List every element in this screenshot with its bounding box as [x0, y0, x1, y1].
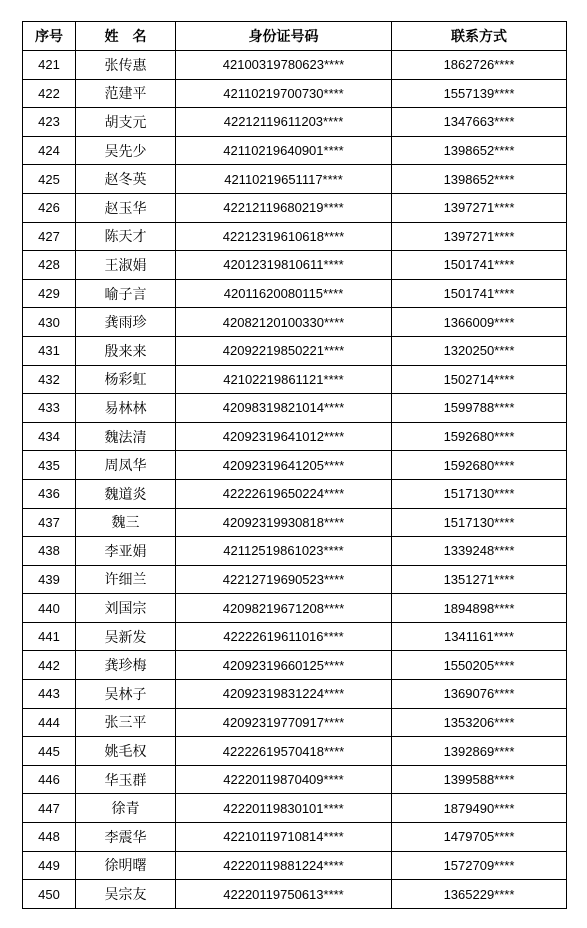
cell-serial-number: 448 [23, 823, 76, 852]
cell-id-number: 42220119830101**** [176, 794, 392, 823]
column-header-id-number: 身份证号码 [176, 22, 392, 51]
cell-id-number: 42092319641012**** [176, 422, 392, 451]
cell-id-number: 42212119680219**** [176, 193, 392, 222]
table-row [23, 451, 567, 480]
cell-id-number: 42092319930818**** [176, 508, 392, 537]
cell-contact: 1501741**** [392, 279, 567, 308]
table-row [23, 394, 567, 423]
cell-contact: 1366009**** [392, 308, 567, 337]
cell-name: 李亚娟 [76, 537, 176, 566]
cell-id-number: 42012319810611**** [176, 251, 392, 280]
cell-contact: 1894898**** [392, 594, 567, 623]
cell-name: 陈天才 [76, 222, 176, 251]
table-row [23, 51, 567, 80]
cell-id-number: 42092219850221**** [176, 336, 392, 365]
cell-contact: 1572709**** [392, 851, 567, 880]
cell-name: 徐青 [76, 794, 176, 823]
table-row [23, 823, 567, 852]
cell-contact: 1397271**** [392, 222, 567, 251]
cell-id-number: 42092319831224**** [176, 680, 392, 709]
table-row [23, 365, 567, 394]
cell-name: 魏三 [76, 508, 176, 537]
cell-contact: 1517130**** [392, 479, 567, 508]
cell-id-number: 42110219651117**** [176, 165, 392, 194]
cell-serial-number: 450 [23, 880, 76, 909]
cell-contact: 1557139**** [392, 79, 567, 108]
cell-contact: 1517130**** [392, 508, 567, 537]
cell-serial-number: 446 [23, 765, 76, 794]
cell-name: 吴宗友 [76, 880, 176, 909]
cell-serial-number: 423 [23, 108, 76, 137]
cell-contact: 1339248**** [392, 537, 567, 566]
table-row [23, 708, 567, 737]
cell-contact: 1592680**** [392, 451, 567, 480]
header-row [23, 22, 567, 51]
table-body [23, 51, 567, 909]
cell-id-number: 42110219700730**** [176, 79, 392, 108]
cell-serial-number: 449 [23, 851, 76, 880]
table-row [23, 165, 567, 194]
table-row [23, 222, 567, 251]
cell-serial-number: 434 [23, 422, 76, 451]
column-header-serial-number: 序号 [23, 22, 76, 51]
cell-name: 龚雨珍 [76, 308, 176, 337]
cell-serial-number: 425 [23, 165, 76, 194]
table-row [23, 537, 567, 566]
table-row [23, 251, 567, 280]
table-row [23, 651, 567, 680]
cell-contact: 1320250**** [392, 336, 567, 365]
table-row [23, 565, 567, 594]
cell-name: 龚珍梅 [76, 651, 176, 680]
cell-name: 周凤华 [76, 451, 176, 480]
table-row [23, 680, 567, 709]
cell-serial-number: 429 [23, 279, 76, 308]
cell-serial-number: 439 [23, 565, 76, 594]
cell-contact: 1398652**** [392, 165, 567, 194]
roster-table [22, 21, 567, 909]
cell-serial-number: 431 [23, 336, 76, 365]
cell-contact: 1351271**** [392, 565, 567, 594]
table-row [23, 794, 567, 823]
cell-id-number: 42092319770917**** [176, 708, 392, 737]
cell-serial-number: 441 [23, 622, 76, 651]
cell-name: 赵玉华 [76, 193, 176, 222]
cell-id-number: 42098219671208**** [176, 594, 392, 623]
cell-serial-number: 427 [23, 222, 76, 251]
cell-serial-number: 422 [23, 79, 76, 108]
cell-id-number: 42222619611016**** [176, 622, 392, 651]
cell-name: 赵冬英 [76, 165, 176, 194]
cell-serial-number: 445 [23, 737, 76, 766]
cell-name: 张三平 [76, 708, 176, 737]
cell-id-number: 42212119611203**** [176, 108, 392, 137]
cell-name: 张传惠 [76, 51, 176, 80]
table-row [23, 765, 567, 794]
table-row [23, 880, 567, 909]
cell-contact: 1862726**** [392, 51, 567, 80]
cell-contact: 1397271**** [392, 193, 567, 222]
cell-serial-number: 438 [23, 537, 76, 566]
cell-name: 魏道炎 [76, 479, 176, 508]
table-row [23, 308, 567, 337]
column-header-contact: 联系方式 [392, 22, 567, 51]
table-row [23, 422, 567, 451]
table-row [23, 737, 567, 766]
table-row [23, 279, 567, 308]
cell-contact: 1479705**** [392, 823, 567, 852]
table-row [23, 594, 567, 623]
cell-contact: 1550205**** [392, 651, 567, 680]
cell-serial-number: 437 [23, 508, 76, 537]
cell-id-number: 42220119870409**** [176, 765, 392, 794]
cell-id-number: 42011620080115**** [176, 279, 392, 308]
cell-name: 刘国宗 [76, 594, 176, 623]
table-row [23, 622, 567, 651]
cell-serial-number: 442 [23, 651, 76, 680]
cell-name: 魏法清 [76, 422, 176, 451]
cell-id-number: 42092319660125**** [176, 651, 392, 680]
cell-serial-number: 432 [23, 365, 76, 394]
cell-id-number: 42110219640901**** [176, 136, 392, 165]
cell-contact: 1592680**** [392, 422, 567, 451]
cell-id-number: 42210119710814**** [176, 823, 392, 852]
cell-id-number: 42222619650224**** [176, 479, 392, 508]
cell-serial-number: 435 [23, 451, 76, 480]
cell-id-number: 42100319780623**** [176, 51, 392, 80]
table-row [23, 108, 567, 137]
cell-name: 范建平 [76, 79, 176, 108]
cell-serial-number: 430 [23, 308, 76, 337]
cell-name: 杨彩虹 [76, 365, 176, 394]
cell-name: 吴林子 [76, 680, 176, 709]
cell-name: 吴先少 [76, 136, 176, 165]
cell-contact: 1398652**** [392, 136, 567, 165]
cell-name: 李震华 [76, 823, 176, 852]
table-row [23, 479, 567, 508]
cell-serial-number: 433 [23, 394, 76, 423]
cell-name: 许细兰 [76, 565, 176, 594]
cell-id-number: 42082120100330**** [176, 308, 392, 337]
cell-contact: 1879490**** [392, 794, 567, 823]
table-row [23, 79, 567, 108]
cell-serial-number: 421 [23, 51, 76, 80]
table-row [23, 851, 567, 880]
cell-serial-number: 443 [23, 680, 76, 709]
cell-id-number: 42092319641205**** [176, 451, 392, 480]
cell-name: 华玉群 [76, 765, 176, 794]
cell-name: 王淑娟 [76, 251, 176, 280]
cell-id-number: 42098319821014**** [176, 394, 392, 423]
cell-id-number: 42102219861121**** [176, 365, 392, 394]
table-row [23, 136, 567, 165]
cell-serial-number: 426 [23, 193, 76, 222]
cell-serial-number: 424 [23, 136, 76, 165]
cell-name: 殷来来 [76, 336, 176, 365]
cell-name: 吴新发 [76, 622, 176, 651]
cell-id-number: 42220119881224**** [176, 851, 392, 880]
cell-name: 胡支元 [76, 108, 176, 137]
table-row [23, 336, 567, 365]
cell-serial-number: 428 [23, 251, 76, 280]
cell-contact: 1501741**** [392, 251, 567, 280]
table-row [23, 508, 567, 537]
cell-id-number: 42212319610618**** [176, 222, 392, 251]
cell-contact: 1369076**** [392, 680, 567, 709]
cell-contact: 1365229**** [392, 880, 567, 909]
cell-contact: 1399588**** [392, 765, 567, 794]
column-header-name: 姓名 [76, 22, 176, 51]
cell-contact: 1502714**** [392, 365, 567, 394]
cell-name: 姚毛权 [76, 737, 176, 766]
cell-contact: 1341161**** [392, 622, 567, 651]
cell-contact: 1599788**** [392, 394, 567, 423]
cell-id-number: 42212719690523**** [176, 565, 392, 594]
cell-contact: 1347663**** [392, 108, 567, 137]
cell-id-number: 42220119750613**** [176, 880, 392, 909]
cell-serial-number: 444 [23, 708, 76, 737]
cell-serial-number: 440 [23, 594, 76, 623]
cell-id-number: 42112519861023**** [176, 537, 392, 566]
cell-id-number: 42222619570418**** [176, 737, 392, 766]
table-header [23, 22, 567, 51]
cell-name: 徐明曙 [76, 851, 176, 880]
cell-name: 易林林 [76, 394, 176, 423]
cell-contact: 1353206**** [392, 708, 567, 737]
cell-contact: 1392869**** [392, 737, 567, 766]
cell-name: 喻子言 [76, 279, 176, 308]
table-row [23, 193, 567, 222]
cell-serial-number: 436 [23, 479, 76, 508]
cell-serial-number: 447 [23, 794, 76, 823]
